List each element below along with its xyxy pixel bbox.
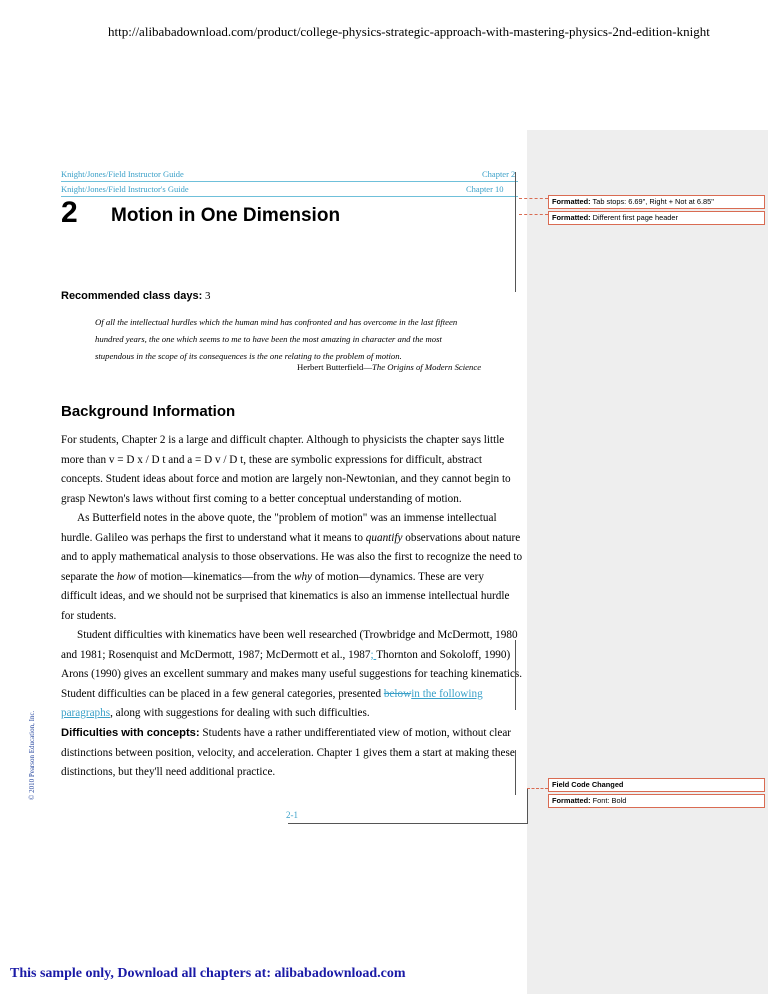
epigraph bbox=[95, 314, 457, 365]
change-bar bbox=[515, 750, 516, 795]
comment-label: Field Code Changed bbox=[552, 780, 624, 789]
emphasis: why bbox=[294, 570, 313, 583]
text-run: Student difficulties can be placed in a few general categories, presented bbox=[61, 687, 384, 700]
source-url[interactable]: http://alibabadownload.com/product/college-physics-strategic-approach-with-mastering-physics-2nd-edition-knight bbox=[108, 24, 710, 39]
paragraph-line: difficult ideas, and we should not be surprised that kinematics is also an immense intellectual hurdle bbox=[61, 590, 510, 602]
header-left-2: Knight/Jones/Field Instructor's Guide bbox=[61, 184, 189, 194]
comment-balloon[interactable] bbox=[548, 778, 765, 792]
paragraph-line bbox=[61, 685, 522, 705]
background-heading: Background Information bbox=[61, 403, 236, 420]
epigraph-author: Herbert Butterfield— bbox=[297, 362, 373, 372]
epigraph-line: Of all the intellectual hurdles which the human mind has confronted and has overcome in the last fifteen bbox=[95, 317, 458, 327]
paragraph-line: for students. bbox=[61, 609, 117, 622]
recommended-value: 3 bbox=[204, 290, 211, 302]
background-body bbox=[61, 431, 522, 724]
recommended-class-days bbox=[61, 290, 210, 302]
download-footer[interactable]: This sample only, Download all chapters at: alibabadownload.com bbox=[10, 966, 406, 981]
chapter-number: 2 bbox=[61, 196, 78, 229]
emphasis: how bbox=[116, 570, 136, 583]
recommended-label: Recommended class days: bbox=[61, 290, 203, 302]
text-run: separate the bbox=[61, 570, 117, 583]
paragraph-line: As Butterfield notes in the above quote, the "problem of motion" was an immense intellectual bbox=[77, 512, 497, 524]
paragraph-line: concepts. Student ideas about force and motion are largely non-Newtonian, and they cannot begin to bbox=[61, 473, 511, 485]
comment-leader bbox=[527, 788, 548, 789]
connector-line bbox=[527, 788, 528, 824]
comment-label: Formatted: bbox=[552, 796, 591, 805]
emphasis: quantify bbox=[365, 531, 403, 544]
text-run: Thornton and Sokoloff, 1990) bbox=[376, 648, 511, 661]
paragraph-line: distinctions between position, velocity, and acceleration. Chapter 1 gives them a start at making these bbox=[61, 746, 515, 759]
difficulties-heading: Difficulties with concepts: bbox=[61, 727, 200, 739]
page-number: 2-1 bbox=[286, 810, 298, 820]
difficulties-section bbox=[61, 724, 515, 783]
header-rule-2 bbox=[61, 196, 518, 197]
connector-line bbox=[288, 823, 528, 824]
change-bar bbox=[515, 640, 516, 710]
paragraph-line bbox=[61, 568, 522, 588]
paragraph-line: Student difficulties with kinematics have been well researched (Trowbridge and McDermott, 1980 bbox=[77, 629, 518, 641]
header-rule-1 bbox=[61, 181, 518, 182]
comment-leader bbox=[519, 198, 548, 199]
comment-text: Tab stops: 6.69", Right + Not at 6.85" bbox=[590, 197, 714, 206]
header-left-1: Knight/Jones/Field Instructor Guide bbox=[61, 169, 184, 179]
inserted-text: ; bbox=[370, 648, 377, 661]
text-run: of motion—dynamics. These are very bbox=[312, 570, 484, 583]
inserted-text: paragraphs bbox=[61, 707, 111, 719]
comment-balloon[interactable] bbox=[548, 195, 765, 209]
change-bar bbox=[515, 172, 516, 292]
paragraph-line bbox=[61, 529, 522, 549]
chapter-title: Motion in One Dimension bbox=[111, 205, 341, 226]
comment-label: Formatted: bbox=[552, 197, 591, 206]
paragraph-line: Arons (1990) gives an excellent summary and makes many useful suggestions for teaching kinematics. bbox=[61, 668, 523, 680]
paragraph-line: and to apply mathematical analysis to those observations. He was also the first to recognize the need to bbox=[61, 551, 523, 563]
comment-balloon[interactable] bbox=[548, 211, 765, 225]
comment-leader bbox=[519, 214, 548, 215]
text-run: observations about nature bbox=[402, 531, 521, 544]
comment-label: Formatted: bbox=[552, 213, 591, 222]
epigraph-source: The Origins of Modern Science bbox=[372, 362, 482, 372]
text-run: hurdle. Galileo was perhaps the first to understand what it means to bbox=[61, 531, 366, 544]
text-run: and 1981; Rosenquist and McDermott, 1987; McDermott et al., 1987 bbox=[61, 648, 371, 661]
paragraph-line bbox=[61, 646, 522, 666]
inserted-text: in the following bbox=[411, 687, 483, 700]
markup-pane bbox=[527, 130, 768, 994]
deleted-text: below bbox=[383, 687, 412, 700]
comment-balloon[interactable] bbox=[548, 794, 765, 808]
comment-text: Different first page header bbox=[590, 213, 678, 222]
header-right-2: Chapter 10 bbox=[466, 184, 504, 194]
paragraph-line: more than v = D x / D t and a = D v / D t, these are symbolic expressions for difficult, abstract bbox=[61, 453, 482, 466]
epigraph-line: stupendous in the scope of its consequences is the one relating to the problem of motion. bbox=[95, 351, 402, 361]
text-run: of motion—kinematics—from the bbox=[135, 570, 295, 583]
paragraph-line: distinctions, but they'll need additional practice. bbox=[61, 766, 276, 778]
comment-text: Font: Bold bbox=[590, 796, 627, 805]
paragraph-line bbox=[61, 724, 515, 744]
epigraph-line: hundred years, the one which seems to me to have been the most amazing in character and the most bbox=[95, 334, 442, 344]
header-right-1: Chapter 2 bbox=[482, 169, 516, 179]
side-copyright: © 2010 Pearson Education, Inc. bbox=[28, 710, 36, 800]
paragraph-line: grasp Newton's laws without first coming to a better conceptual understanding of motion. bbox=[61, 492, 462, 505]
paragraph-line bbox=[61, 704, 522, 724]
epigraph-attribution bbox=[297, 362, 481, 372]
paragraph-line: For students, Chapter 2 is a large and difficult chapter. Although to physicists the chapter says little bbox=[61, 434, 505, 446]
text-run: Students have a rather undifferentiated view of motion, without clear bbox=[199, 727, 512, 739]
text-run: , along with suggestions for dealing with such difficulties. bbox=[110, 707, 370, 719]
